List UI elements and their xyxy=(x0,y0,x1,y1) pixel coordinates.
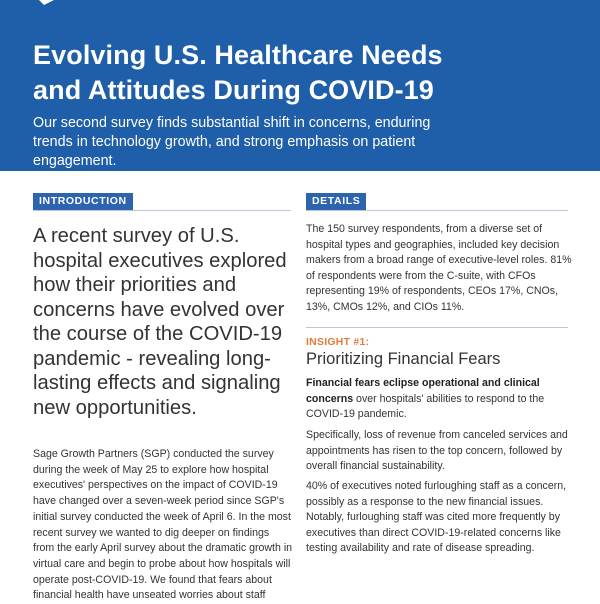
insight-paragraph-2: Specifically, loss of revenue from canceled services and appointments has risen to the top concern, followed by overall financial sustainability. xyxy=(306,429,568,473)
section-divider xyxy=(306,210,568,211)
insight-tag: INSIGHT #1: xyxy=(306,337,370,348)
insight-lead-paragraph xyxy=(306,376,576,423)
section-label-introduction: INTRODUCTION xyxy=(33,193,133,210)
header-banner xyxy=(0,0,600,171)
page-title: Evolving U.S. Healthcare Needs and Attitudes During COVID-19 xyxy=(33,40,443,105)
page-subtitle: Our second survey finds substantial shift in concerns, enduring trends in technology growth, and strong emphasis on patient engagement. xyxy=(33,115,431,169)
section-divider xyxy=(306,327,568,328)
insight-lead-rest: over hospitals' abilities to respond to the COVID-19 pandemic. xyxy=(306,392,545,421)
insight-title: Prioritizing Financial Fears xyxy=(306,350,501,368)
section-label-details: DETAILS xyxy=(306,193,366,210)
insight-lead-bold: Financial fears eclipse operational and clinical concerns xyxy=(306,377,540,405)
insight-paragraph-3: 40% of executives noted furloughing staff as a concern, possibly as a response to the new financial issues. Notably, furloughing staff was cited more frequently by executives than direct COVID-19-related concerns like testing availability and rate of disease spreading. xyxy=(306,480,567,555)
section-divider xyxy=(33,210,291,211)
brand-logo-icon xyxy=(36,0,62,10)
intro-body-paragraph: Sage Growth Partners (SGP) conducted the survey during the week of May 25 to explore how hospital executives' perspectives on the impact of COVID-19 have changed over a seven-week period since SGP's initial survey conducted the week of April 6. In the most recent survey we wanted to dig deeper on findings from the early April survey about the dramatic growth in virtual care and begin to probe about how hospitals will operate post-COVID-19. We found that fears about financial health have unseated worries about staff xyxy=(33,448,293,602)
intro-lead-paragraph: A recent survey of U.S. hospital executives explored how their priorities and concerns have evolved over the course of the COVID-19 pandemic - revealing long-lasting effects and signaling new opportunities. xyxy=(33,225,287,419)
details-paragraph: The 150 survey respondents, from a diverse set of hospital types and geographies, included key decision makers from a broad range of executive-level roles. 81% of respondents were from the C-suite, with CFOs representing 19% of respondents, CEOs 17%, CNOs, 13%, CMOs 12%, and CIOs 11%. xyxy=(306,223,572,313)
